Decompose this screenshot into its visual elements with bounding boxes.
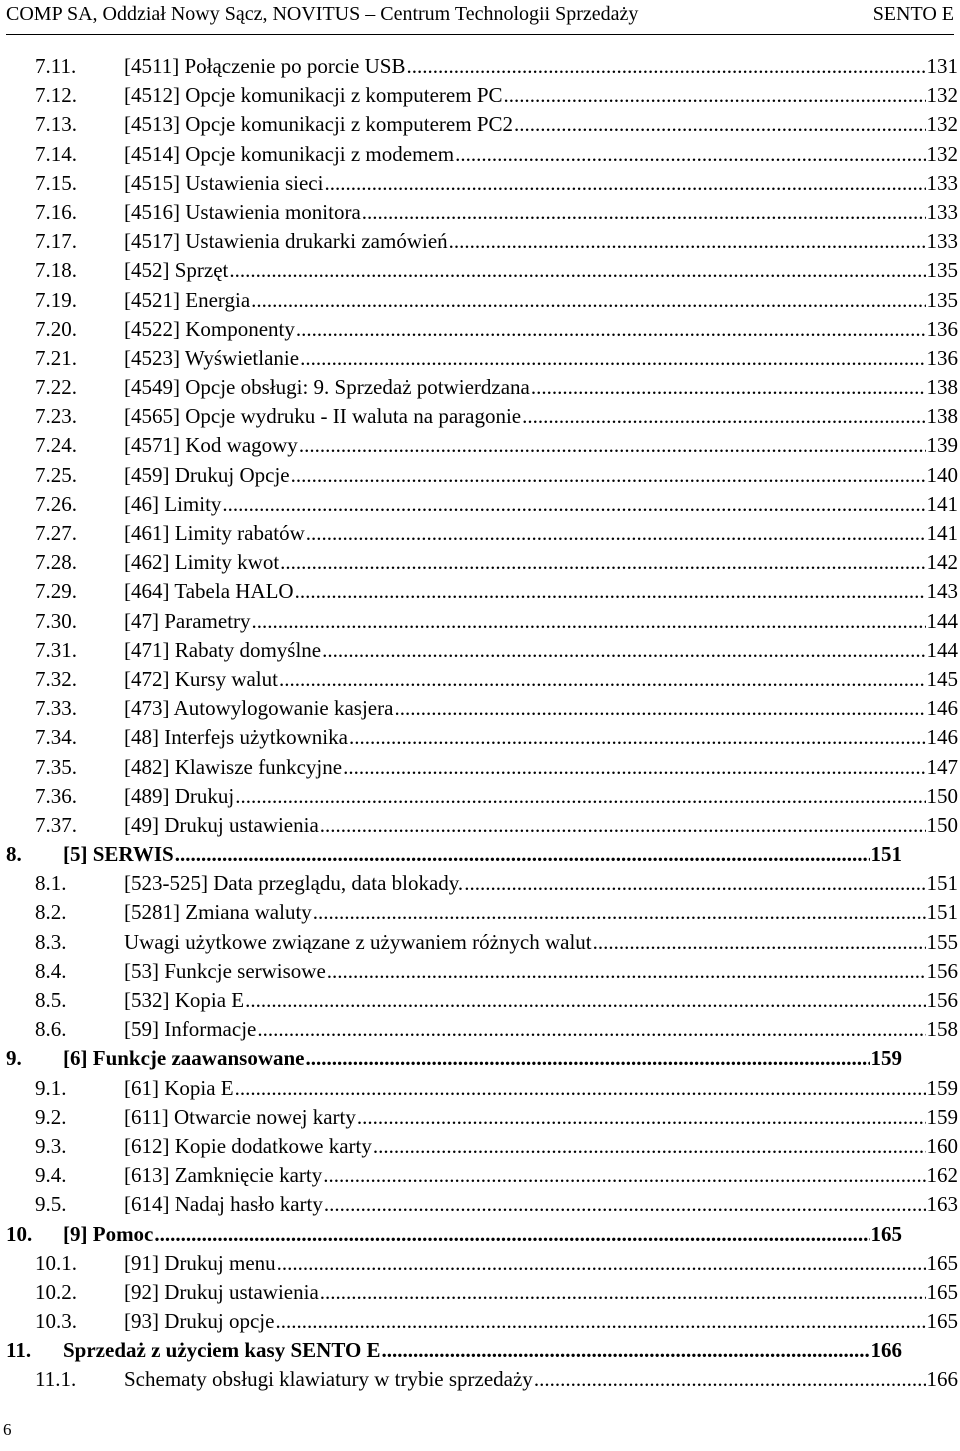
toc-dot-leader <box>327 957 926 986</box>
toc-dot-leader <box>320 1278 926 1307</box>
toc-dot-leader <box>534 1365 926 1394</box>
toc-entry-title: [93] Drukuj opcje <box>124 1309 275 1334</box>
toc-entry-title: [462] Limity kwot <box>124 550 280 575</box>
running-header <box>6 0 954 35</box>
toc-dot-leader <box>306 519 926 548</box>
toc-dot-leader <box>229 256 925 285</box>
toc-section-entry[interactable] <box>6 986 958 1015</box>
toc-entry-number: 7.21. <box>35 345 77 370</box>
toc-entry-page: 140 <box>926 462 958 487</box>
toc-section-entry[interactable] <box>6 227 958 256</box>
toc-entry-title: [532] Kopia E <box>124 988 245 1012</box>
toc-section-entry[interactable] <box>6 256 958 285</box>
toc-section-entry[interactable] <box>6 198 958 227</box>
toc-dot-leader <box>235 1074 926 1103</box>
toc-entry-title: [614] Nadaj hasło karty <box>124 1192 323 1217</box>
toc-section-entry[interactable] <box>6 315 958 344</box>
toc-entry-number: 8.5. <box>35 988 67 1012</box>
toc-entry-title: [473] Autowylogowanie kasjera <box>124 696 394 721</box>
toc-section-entry[interactable] <box>6 898 958 927</box>
toc-section-entry[interactable] <box>6 519 958 548</box>
toc-entry-number: 7.26. <box>35 491 77 516</box>
toc-entry-page: 159 <box>926 1104 958 1129</box>
toc-dot-leader <box>279 665 926 694</box>
toc-entry-number: 7.25. <box>35 462 77 487</box>
toc-entry-page: 138 <box>926 404 958 429</box>
toc-dot-leader <box>531 373 926 402</box>
toc-entry-number: 7.37. <box>35 812 77 837</box>
toc-entry-page: 162 <box>926 1163 958 1188</box>
toc-entry-page: 131 <box>926 54 958 78</box>
toc-section-entry[interactable] <box>6 811 958 840</box>
toc-section-entry[interactable] <box>6 869 958 898</box>
toc-dot-leader <box>324 169 925 198</box>
toc-entry-page: 165 <box>926 1279 958 1304</box>
toc-entry-number: 8.2. <box>35 900 67 925</box>
toc-section-entry[interactable] <box>6 1074 958 1103</box>
toc-dot-leader <box>257 1015 925 1044</box>
toc-entry-number: 7.16. <box>35 199 77 224</box>
toc-entry-title: [4515] Ustawienia sieci <box>124 170 324 195</box>
toc-entry-number: 7.18. <box>35 258 77 283</box>
toc-entry-title: [4514] Opcje komunikacji z modemem <box>124 141 455 166</box>
toc-dot-leader <box>373 1132 926 1161</box>
toc-entry-page: 145 <box>926 666 958 691</box>
toc-entry-number: 7.11. <box>35 54 77 78</box>
toc-entry-title: [489] Drukuj <box>124 783 235 808</box>
toc-section-entry[interactable] <box>6 694 958 723</box>
toc-entry-number: 7.27. <box>35 521 77 545</box>
toc-entry-title: [612] Kopie dodatkowe karty <box>124 1133 372 1158</box>
toc-entry-title: [471] Rabaty domyślne <box>124 637 322 662</box>
toc-chapter-entry[interactable] <box>6 1044 958 1073</box>
toc-dot-leader <box>296 315 926 344</box>
toc-entry-page: 151 <box>870 842 902 867</box>
toc-dot-leader <box>343 753 925 782</box>
toc-entry-page: 141 <box>926 521 958 545</box>
toc-dot-leader <box>464 869 925 898</box>
toc-entry-title: [611] Otwarcie nowej karty <box>124 1104 356 1129</box>
toc-section-entry[interactable] <box>6 1190 958 1219</box>
toc-entry-title: [4511] Połączenie po porcie USB <box>124 54 406 78</box>
toc-section-entry[interactable] <box>6 1365 958 1394</box>
toc-entry-page: 136 <box>926 316 958 341</box>
toc-entry-page: 150 <box>926 812 958 837</box>
toc-entry-page: 132 <box>926 141 958 166</box>
toc-section-entry[interactable] <box>6 1132 958 1161</box>
toc-entry-page: 151 <box>926 900 958 925</box>
toc-entry-page: 156 <box>926 988 958 1012</box>
toc-section-entry[interactable] <box>6 957 958 986</box>
toc-entry-page: 144 <box>926 637 958 662</box>
toc-entry-number: 9.1. <box>35 1075 67 1100</box>
toc-entry-number: 7.31. <box>35 637 77 662</box>
toc-entry-page: 146 <box>926 696 958 721</box>
toc-entry-page: 166 <box>926 1367 958 1392</box>
toc-entry-title: [464] Tabela HALO <box>124 579 294 604</box>
toc-section-entry[interactable] <box>6 169 958 198</box>
toc-entry-title: [61] Kopia E <box>124 1075 234 1100</box>
toc-entry-title: [4523] Wyświetlanie <box>124 345 300 370</box>
toc-entry-number: 11.1. <box>35 1367 77 1392</box>
toc-entry-number: 7.24. <box>35 433 77 458</box>
toc-entry-number: 7.28. <box>35 550 77 575</box>
toc-entry-title: [472] Kursy walut <box>124 666 278 691</box>
toc-chapter-entry[interactable] <box>6 1220 958 1249</box>
toc-entry-page: 163 <box>926 1192 958 1217</box>
toc-entry-title: [9] Pomoc <box>63 1221 154 1246</box>
toc-entry-number: 8.4. <box>35 958 67 983</box>
toc-dot-leader <box>514 110 925 139</box>
toc-entry-number: 7.20. <box>35 316 77 341</box>
toc-entry-title: [47] Parametry <box>124 608 251 633</box>
toc-section-entry[interactable] <box>6 286 958 315</box>
toc-entry-page: 147 <box>926 754 958 779</box>
toc-entry-number: 7.32. <box>35 666 77 691</box>
toc-entry-number: 7.17. <box>35 229 77 254</box>
toc-entry-title: [5281] Zmiana waluty <box>124 900 312 925</box>
toc-entry-title: [523-525] Data przeglądu, data blokady. <box>124 871 464 896</box>
toc-entry-number: 9.3. <box>35 1133 67 1158</box>
toc-entry-number: 10.1. <box>35 1250 77 1275</box>
toc-section-entry[interactable] <box>6 373 958 402</box>
toc-entry-title: Sprzedaż z użyciem kasy SENTO E <box>63 1338 381 1363</box>
toc-entry-number: 7.19. <box>35 287 77 312</box>
toc-entry-page: 156 <box>926 958 958 983</box>
toc-dot-leader <box>251 286 925 315</box>
toc-section-entry[interactable] <box>6 577 958 606</box>
toc-dot-leader <box>522 402 925 431</box>
toc-section-entry[interactable] <box>6 636 958 665</box>
toc-section-entry[interactable] <box>6 928 958 957</box>
toc-entry-page: 143 <box>926 579 958 604</box>
toc-dot-leader <box>593 928 926 957</box>
toc-section-entry[interactable] <box>6 490 958 519</box>
toc-dot-leader <box>382 1336 870 1365</box>
header-product: SENTO E <box>872 3 954 25</box>
toc-entry-title: [4571] Kod wagowy <box>124 433 298 458</box>
toc-entry-title: [48] Interfejs użytkownika <box>124 725 348 750</box>
toc-entry-page: 155 <box>926 929 958 954</box>
header-company: COMP SA, Oddział Nowy Sącz, NOVITUS – Centrum Technologii Sprzedaży <box>6 3 639 25</box>
toc-dot-leader <box>235 782 925 811</box>
toc-entry-number: 8. <box>6 842 22 867</box>
toc-entry-number: 7.30. <box>35 608 77 633</box>
toc-dot-leader <box>357 1103 926 1132</box>
toc-entry-number: 7.36. <box>35 783 77 808</box>
toc-section-entry[interactable] <box>6 607 958 636</box>
toc-entry-title: [4565] Opcje wydruku - II waluta na paragonie <box>124 404 522 429</box>
toc-dot-leader <box>324 1190 926 1219</box>
toc-dot-leader <box>362 198 926 227</box>
toc-dot-leader <box>295 577 926 606</box>
toc-entry-number: 7.33. <box>35 696 77 721</box>
toc-entry-title: [46] Limity <box>124 491 222 516</box>
toc-entry-page: 159 <box>926 1075 958 1100</box>
toc-section-entry[interactable] <box>6 140 958 169</box>
toc-section-entry[interactable] <box>6 782 958 811</box>
toc-section-entry[interactable] <box>6 1307 958 1336</box>
toc-entry-page: 141 <box>926 491 958 516</box>
toc-entry-number: 7.22. <box>35 375 77 400</box>
toc-entry-page: 165 <box>926 1250 958 1275</box>
toc-section-entry[interactable] <box>6 665 958 694</box>
toc-dot-leader <box>313 898 926 927</box>
toc-entry-number: 10.3. <box>35 1309 77 1334</box>
toc-entry-number: 7.23. <box>35 404 77 429</box>
toc-section-entry[interactable] <box>6 1161 958 1190</box>
toc-entry-title: [91] Drukuj menu <box>124 1250 276 1275</box>
toc-chapter-entry[interactable] <box>6 1336 958 1365</box>
toc-entry-title: [613] Zamknięcie karty <box>124 1163 323 1188</box>
toc-entry-title: [452] Sprzęt <box>124 258 229 283</box>
toc-entry-page: 146 <box>926 725 958 750</box>
toc-entry-page: 165 <box>870 1221 902 1246</box>
toc-entry-page: 132 <box>926 83 958 108</box>
toc-dot-leader <box>277 1249 926 1278</box>
toc-entry-title: [92] Drukuj ustawienia <box>124 1279 319 1304</box>
toc-entry-title: [4522] Komponenty <box>124 316 295 341</box>
toc-dot-leader <box>455 140 925 169</box>
page-number: 6 <box>3 1420 12 1439</box>
toc-entry-number: 7.14. <box>35 141 77 166</box>
toc-entry-title: [49] Drukuj ustawienia <box>124 812 319 837</box>
toc-dot-leader <box>275 1307 925 1336</box>
toc-dot-leader <box>291 461 926 490</box>
toc-section-entry[interactable] <box>6 344 958 373</box>
toc-section-entry[interactable] <box>6 1249 958 1278</box>
toc-dot-leader <box>306 1044 870 1073</box>
toc-entry-number: 9. <box>6 1046 22 1071</box>
toc-entry-page: 166 <box>870 1338 902 1363</box>
toc-entry-title: [5] SERWIS <box>63 842 174 867</box>
toc-dot-leader <box>323 1161 925 1190</box>
toc-section-entry[interactable] <box>6 548 958 577</box>
toc-entry-number: 7.15. <box>35 170 77 195</box>
toc-entry-number: 7.35. <box>35 754 77 779</box>
toc-dot-leader <box>394 694 925 723</box>
toc-dot-leader <box>322 636 925 665</box>
toc-section-entry[interactable] <box>6 1103 958 1132</box>
toc-entry-page: 139 <box>926 433 958 458</box>
toc-entry-page: 133 <box>926 170 958 195</box>
toc-entry-number: 8.6. <box>35 1017 67 1042</box>
toc-entry-page: 144 <box>926 608 958 633</box>
toc-entry-page: 159 <box>870 1046 902 1071</box>
toc-section-entry[interactable] <box>6 431 958 460</box>
toc-entry-page: 138 <box>926 375 958 400</box>
toc-section-entry[interactable] <box>6 402 958 431</box>
table-of-contents <box>6 52 958 1395</box>
toc-dot-leader <box>299 431 926 460</box>
toc-entry-title: [4516] Ustawienia monitora <box>124 199 361 224</box>
toc-dot-leader <box>320 811 926 840</box>
toc-entry-title: [459] Drukuj Opcje <box>124 462 290 487</box>
toc-dot-leader <box>449 227 926 256</box>
toc-entry-title: Uwagi użytkowe związane z używaniem różnych walut <box>124 929 592 954</box>
toc-entry-number: 9.2. <box>35 1104 67 1129</box>
toc-entry-title: [4512] Opcje komunikacji z komputerem PC <box>124 83 503 108</box>
toc-entry-title: Schematy obsługi klawiatury w trybie sprzedaży <box>124 1367 533 1392</box>
toc-entry-number: 8.1. <box>35 871 67 896</box>
toc-section-entry[interactable] <box>6 1015 958 1044</box>
toc-section-entry[interactable] <box>6 52 958 81</box>
toc-dot-leader <box>154 1220 869 1249</box>
toc-entry-number: 10. <box>6 1221 33 1246</box>
toc-entry-title: [482] Klawisze funkcyjne <box>124 754 343 779</box>
toc-entry-number: 9.4. <box>35 1163 67 1188</box>
toc-entry-page: 132 <box>926 112 958 137</box>
toc-entry-number: 7.29. <box>35 579 77 604</box>
toc-entry-page: 158 <box>926 1017 958 1042</box>
toc-dot-leader <box>300 344 925 373</box>
toc-dot-leader <box>280 548 925 577</box>
toc-entry-page: 135 <box>926 287 958 312</box>
toc-entry-page: 136 <box>926 345 958 370</box>
toc-chapter-entry[interactable] <box>6 840 958 869</box>
toc-entry-number: 8.3. <box>35 929 67 954</box>
toc-section-entry[interactable] <box>6 461 958 490</box>
toc-entry-number: 7.12. <box>35 83 77 108</box>
toc-entry-page: 150 <box>926 783 958 808</box>
toc-dot-leader <box>252 607 926 636</box>
toc-entry-title: [4513] Opcje komunikacji z komputerem PC2 <box>124 112 514 137</box>
toc-entry-title: [4521] Energia <box>124 287 251 312</box>
toc-entry-page: 160 <box>926 1133 958 1158</box>
toc-entry-number: 7.13. <box>35 112 77 137</box>
toc-entry-title: [4549] Opcje obsługi: 9. Sprzedaż potwierdzana <box>124 375 530 400</box>
toc-dot-leader <box>504 81 926 110</box>
toc-entry-title: [461] Limity rabatów <box>124 521 305 545</box>
toc-entry-page: 133 <box>926 199 958 224</box>
toc-entry-title: [6] Funkcje zaawansowane <box>63 1046 305 1071</box>
toc-entry-title: [53] Funkcje serwisowe <box>124 958 326 983</box>
toc-dot-leader <box>222 490 925 519</box>
toc-entry-page: 133 <box>926 229 958 254</box>
toc-section-entry[interactable] <box>6 1278 958 1307</box>
toc-entry-page: 135 <box>926 258 958 283</box>
toc-entry-page: 151 <box>926 871 958 896</box>
toc-dot-leader <box>349 723 926 752</box>
toc-dot-leader <box>175 840 870 869</box>
toc-entry-title: [4517] Ustawienia drukarki zamówień <box>124 229 448 254</box>
toc-section-entry[interactable] <box>6 110 958 139</box>
toc-section-entry[interactable] <box>6 723 958 752</box>
toc-entry-number: 9.5. <box>35 1192 67 1217</box>
toc-section-entry[interactable] <box>6 753 958 782</box>
toc-entry-number: 10.2. <box>35 1279 77 1304</box>
toc-dot-leader <box>245 986 925 1015</box>
toc-entry-page: 142 <box>926 550 958 575</box>
toc-entry-page: 165 <box>926 1309 958 1334</box>
toc-entry-number: 7.34. <box>35 725 77 750</box>
toc-section-entry[interactable] <box>6 81 958 110</box>
toc-entry-title: [59] Informacje <box>124 1017 257 1042</box>
toc-dot-leader <box>406 52 925 81</box>
toc-entry-number: 11. <box>6 1338 32 1363</box>
